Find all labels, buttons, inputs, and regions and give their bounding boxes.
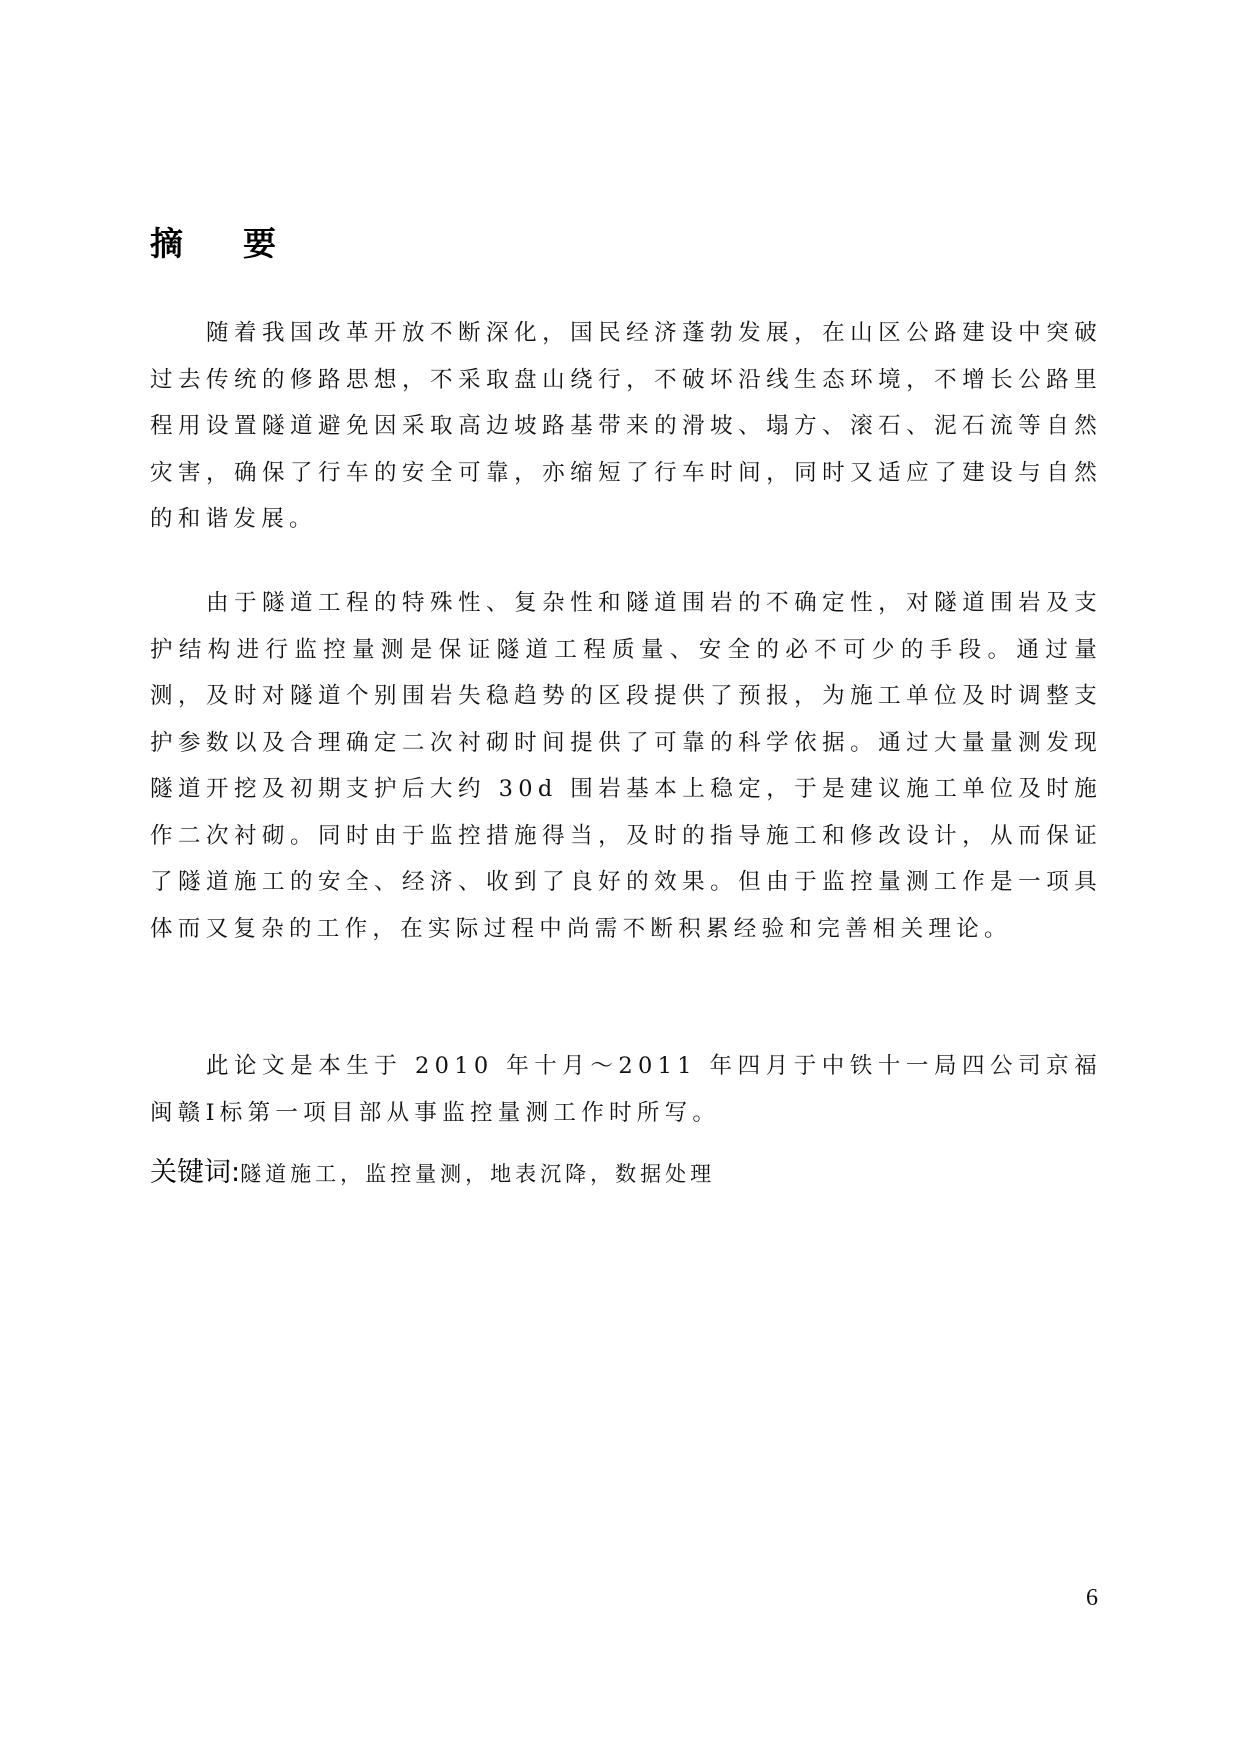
abstract-heading: 摘要 — [150, 224, 336, 263]
abstract-paragraph-2: 由于隧道工程的特殊性、复杂性和隧道围岩的不确定性，对隧道围岩及支护结构进行监控量测是保证隧道工程质量、安全的必不可少的手段。通过量测，及时对隧道个别围岩失稳趋势的区段提供了预报，为施工单位及时调整支护参数以及合理确定二次衬砌时间提供了可靠的科学依据。通过大量量测发现隧道开挖及初期支护后大约 30d 围岩基本上稳定，于是建议施工单位及时施作二次衬砌。同时由于监控措施得当，及时的指导施工和修改设计，从而保证了隧道施工的安全、经济、收到了良好的效果。但由于监控量测工作是一项具体而又复杂的工作，在实际过程中尚需不断积累经验和完善相关理论。 — [150, 590, 1102, 942]
keywords-line — [150, 1153, 715, 1196]
keywords-text: 隧道施工，监控量测，地表沉降，数据处理 — [240, 1162, 716, 1186]
page-number: 6 — [1086, 1585, 1098, 1611]
abstract-paragraph-3: 此论文是本生于 2010 年十月～2011 年四月于中铁十一局四公司京福闽赣Ⅰ标第一项目部从事监控量测工作时所写。 — [150, 1053, 1102, 1126]
abstract-paragraph-1: 随着我国改革开放不断深化，国民经济蓬勃发展，在山区公路建设中突破过去传统的修路思想，不采取盘山绕行，不破坏沿线生态环境，不增长公路里程用设置隧道避免因采取高边坡路基带来的滑坡、塌方、滚石、泥石流等自然灾害，确保了行车的安全可靠，亦缩短了行车时间，同时又适应了建设与自然的和谐发展。 — [150, 320, 1102, 532]
keywords-label: 关键词: — [150, 1157, 241, 1188]
